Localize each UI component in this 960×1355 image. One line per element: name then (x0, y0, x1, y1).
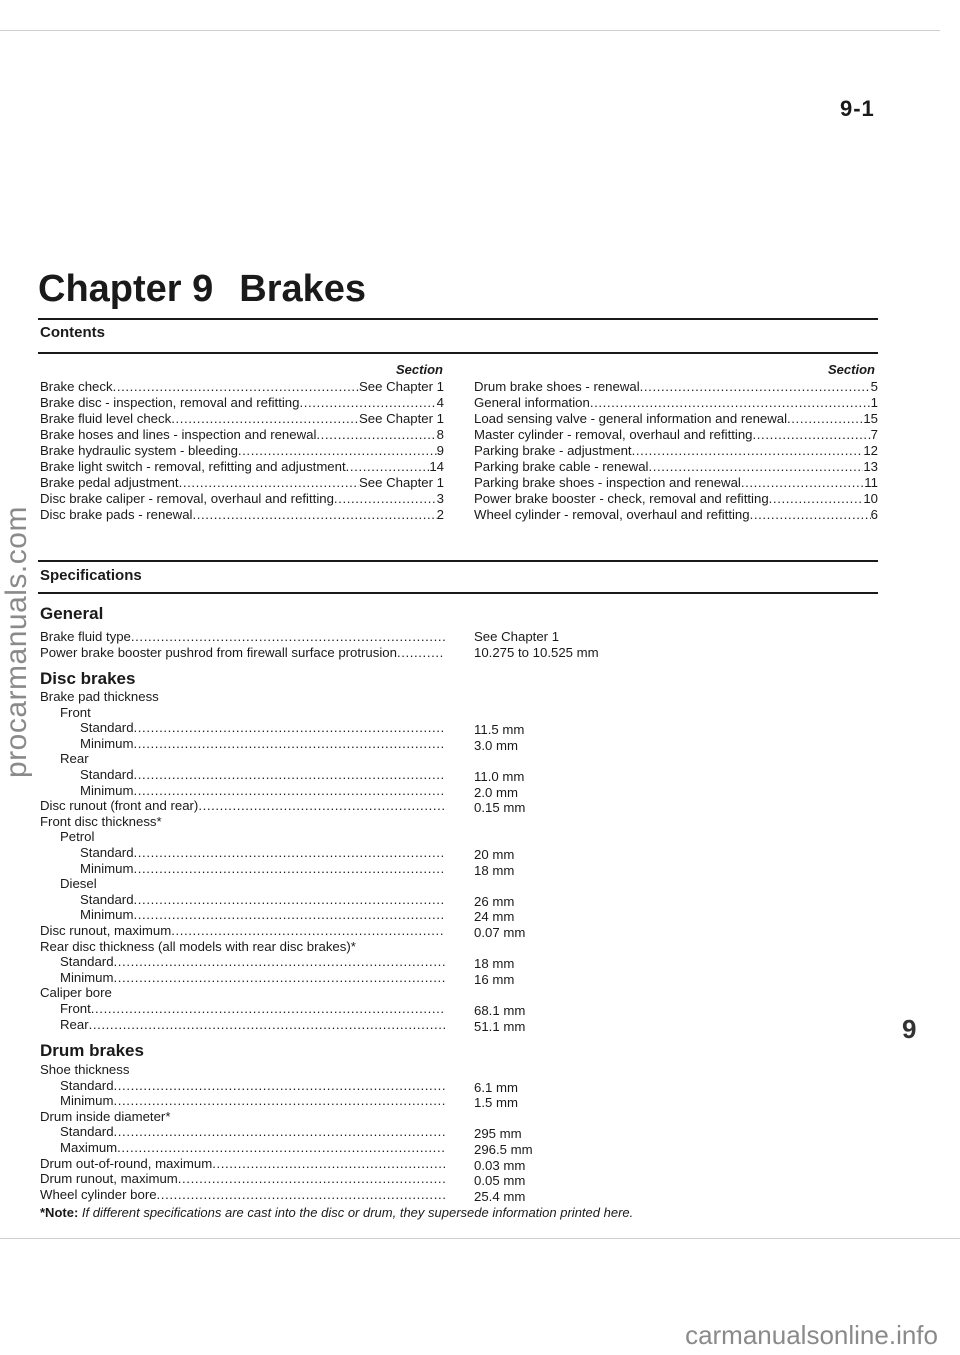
spec-row (40, 1062, 129, 1078)
watermark-left-text: procarmanuals.com (0, 506, 33, 778)
contents-entry-label: Brake hydraulic system - bleeding (40, 443, 238, 458)
watermark-left (0, 506, 33, 780)
spec-value: 11.5 mm (474, 722, 525, 737)
spec-row (80, 845, 445, 861)
spec-value: 3.0 mm (474, 738, 518, 753)
spec-label: Disc runout, maximum (40, 923, 172, 938)
contents-entry (40, 507, 444, 523)
spec-row (80, 783, 445, 799)
dot-leader (131, 629, 445, 645)
spec-value: 2.0 mm (474, 785, 518, 800)
spec-label: Standard (60, 954, 114, 969)
contents-entry (474, 491, 878, 507)
contents-right-column (474, 379, 878, 523)
dot-leader (346, 459, 430, 475)
contents-entry-section: 2 (436, 507, 444, 522)
dot-leader (134, 767, 445, 783)
watermark-bottom: carmanualsonline.info (685, 1320, 938, 1350)
dot-leader (397, 645, 445, 661)
spec-label: Brake fluid type (40, 629, 131, 644)
spec-row (80, 736, 445, 752)
dot-leader (114, 1078, 445, 1094)
section-header-right: Section (828, 362, 875, 377)
spec-label: Brake pad thickness (40, 689, 159, 704)
spec-value: 26 mm (474, 894, 515, 909)
spec-row (40, 814, 162, 830)
contents-entry (474, 427, 878, 443)
contents-entry-label: Brake light switch - removal, refitting and adjustment (40, 459, 346, 474)
chapter-title (38, 268, 366, 311)
spec-label: Disc runout (front and rear) (40, 798, 199, 813)
drum-brakes-heading: Drum brakes (40, 1041, 144, 1060)
contents-entry-section: 12 (863, 443, 878, 458)
spec-value: 24 mm (474, 909, 515, 924)
dot-leader (133, 907, 445, 923)
spec-row (60, 829, 94, 845)
contents-entry (40, 395, 444, 411)
dot-leader (238, 443, 437, 459)
contents-entry-section: See Chapter 1 (358, 475, 444, 490)
dot-leader (134, 845, 445, 861)
spec-row (60, 1140, 445, 1156)
spec-value: 51.1 mm (474, 1019, 526, 1034)
spec-label: Standard (60, 1078, 114, 1093)
contents-entry-section: 11 (864, 475, 878, 490)
contents-entry-label: Brake disc - inspection, removal and refitting (40, 395, 300, 410)
chapter-tab-number: 9 (902, 1014, 917, 1044)
dot-leader (753, 427, 871, 443)
contents-entry (40, 411, 444, 427)
spec-row (60, 1001, 445, 1017)
contents-entry-label: Brake pedal adjustment (40, 475, 179, 490)
spec-row (60, 1078, 445, 1094)
spec-label: Standard (80, 720, 134, 735)
specifications-title: Specifications (40, 567, 142, 584)
contents-entry-section: See Chapter 1 (358, 411, 444, 426)
spec-label: Minimum (80, 861, 134, 876)
dot-leader (89, 1017, 445, 1033)
dot-leader (157, 1187, 445, 1203)
spec-value: 295 mm (474, 1126, 522, 1141)
contents-entry-label: Parking brake - adjustment (474, 443, 632, 458)
dot-leader (198, 798, 445, 814)
spec-value: 6.1 mm (474, 1080, 518, 1095)
spec-label: Minimum (80, 907, 134, 922)
scan-edge-top (0, 30, 940, 31)
spec-label: Drum out-of-round, maximum (40, 1156, 213, 1171)
spec-value: 25.4 mm (474, 1189, 526, 1204)
contents-entry (474, 379, 878, 395)
dot-leader (178, 1171, 445, 1187)
chapter-name: Brakes (239, 268, 367, 310)
contents-entry (40, 459, 444, 475)
dot-leader (769, 491, 864, 507)
dot-leader (171, 923, 445, 939)
spec-value: 68.1 mm (474, 1003, 526, 1018)
spec-label: Minimum (80, 783, 134, 798)
dot-leader (91, 1001, 445, 1017)
spec-label: Minimum (80, 736, 134, 751)
contents-entry (40, 475, 444, 491)
contents-entry-section: 5 (870, 379, 878, 394)
contents-entry-section: 8 (436, 427, 444, 442)
contents-entry (474, 443, 878, 459)
dot-leader (192, 507, 436, 523)
dot-leader (750, 507, 871, 523)
spec-value: 0.15 mm (474, 800, 526, 815)
contents-entry-section: 6 (870, 507, 878, 522)
spec-value: 0.05 mm (474, 1173, 526, 1188)
contents-entry-section: 7 (870, 427, 878, 442)
dot-leader (179, 475, 359, 491)
contents-entry-label: Parking brake cable - renewal (474, 459, 649, 474)
contents-entry-section: 15 (863, 411, 878, 426)
spec-row (60, 954, 445, 970)
spec-value: 0.07 mm (474, 925, 526, 940)
dot-leader (113, 1093, 445, 1109)
dot-leader (640, 379, 871, 395)
spec-label: Rear (60, 751, 89, 766)
contents-entry (474, 411, 878, 427)
disc-brakes-heading: Disc brakes (40, 669, 136, 688)
general-heading: General (40, 604, 104, 623)
spec-label: Minimum (60, 1093, 114, 1108)
spec-row (40, 629, 445, 645)
contents-entry-section: 1 (870, 395, 878, 410)
dot-leader (133, 783, 445, 799)
contents-entry (474, 475, 878, 491)
spec-label: Rear (60, 1017, 89, 1032)
spec-row (40, 1156, 445, 1172)
spec-row (60, 1093, 445, 1109)
contents-entry-label: Power brake booster - check, removal and refitting (474, 491, 769, 506)
contents-entry (474, 507, 878, 523)
spec-row (80, 861, 445, 877)
spec-value: 0.03 mm (474, 1158, 526, 1173)
spec-row (80, 767, 445, 783)
dot-leader (590, 395, 871, 411)
spec-row (40, 1109, 170, 1125)
spec-row (60, 1124, 445, 1140)
spec-row (60, 1017, 445, 1033)
contents-entry-section: 9 (436, 443, 444, 458)
spec-row (60, 751, 89, 767)
spec-row (80, 720, 445, 736)
spec-label: Petrol (60, 829, 95, 844)
contents-entry (474, 459, 878, 475)
spec-label: Drum inside diameter* (40, 1109, 171, 1124)
dot-leader (212, 1156, 445, 1172)
contents-entry (40, 443, 444, 459)
contents-entry (40, 379, 444, 395)
chapter-tab-badge (892, 1012, 938, 1048)
contents-entry-label: Drum brake shoes - renewal (474, 379, 640, 394)
spec-label: Shoe thickness (40, 1062, 130, 1077)
dot-leader (133, 861, 445, 877)
contents-rule (38, 352, 878, 354)
spec-value: 11.0 mm (474, 769, 525, 784)
dot-leader (114, 1124, 445, 1140)
spec-label: Maximum (60, 1140, 118, 1155)
spec-row (40, 689, 159, 705)
spec-value: 10.275 to 10.525 mm (474, 645, 599, 660)
spec-label: Standard (80, 892, 134, 907)
title-rule (38, 318, 878, 320)
spec-row (60, 705, 91, 721)
spec-label: Front (60, 1001, 91, 1016)
dot-leader (114, 954, 445, 970)
contents-entry-label: Master cylinder - removal, overhaul and refitting (474, 427, 753, 442)
spec-value: 18 mm (474, 956, 515, 971)
section-header-left: Section (396, 362, 443, 377)
spec-row (40, 985, 112, 1001)
spec-value: 1.5 mm (474, 1095, 518, 1110)
contents-entry-label: General information (474, 395, 590, 410)
spec-label: Diesel (60, 876, 97, 891)
spec-value: 20 mm (474, 847, 515, 862)
contents-entry-label: Disc brake pads - renewal (40, 507, 193, 522)
contents-entry-section: 13 (863, 459, 878, 474)
contents-entry-section: See Chapter 1 (358, 379, 444, 394)
dot-leader (113, 379, 359, 395)
contents-entry-section: 10 (863, 491, 878, 506)
contents-entry-label: Disc brake caliper - removal, overhaul and refitting (40, 491, 334, 506)
dot-leader (171, 411, 359, 427)
spec-row (60, 876, 97, 892)
dot-leader (134, 892, 445, 908)
contents-entry-section: 3 (436, 491, 444, 506)
contents-entry (40, 491, 444, 507)
spec-value: 18 mm (474, 863, 515, 878)
spec-label: Minimum (60, 970, 114, 985)
spec-row (40, 923, 445, 939)
dot-leader (787, 411, 863, 427)
contents-left-column (40, 379, 444, 523)
page-number: 9-1 (840, 96, 875, 121)
spec-row (60, 970, 445, 986)
specifications-rule-top (38, 560, 878, 562)
contents-entry (474, 395, 878, 411)
spec-row (80, 907, 445, 923)
spec-value: See Chapter 1 (474, 629, 560, 644)
dot-leader (334, 491, 437, 507)
spec-label: Standard (60, 1124, 114, 1139)
spec-label: Drum runout, maximum (40, 1171, 178, 1186)
dot-leader (299, 395, 436, 411)
contents-entry (40, 427, 444, 443)
spec-label: Standard (80, 767, 134, 782)
contents-entry-label: Wheel cylinder - removal, overhaul and refitting (474, 507, 750, 522)
dot-leader (741, 475, 864, 491)
spec-row (40, 1171, 445, 1187)
dot-leader (648, 459, 863, 475)
contents-entry-label: Brake check (40, 379, 113, 394)
contents-entry-label: Parking brake shoes - inspection and renewal (474, 475, 741, 490)
spec-label: Standard (80, 845, 134, 860)
note-label: *Note: (40, 1205, 79, 1220)
spec-label: Front (60, 705, 91, 720)
dot-leader (133, 736, 445, 752)
spec-label: Rear disc thickness (all models with rear disc brakes)* (40, 939, 356, 954)
specifications-rule-bottom (38, 592, 878, 594)
dot-leader (113, 970, 445, 986)
spec-row (80, 892, 445, 908)
contents-entry-section: 4 (436, 395, 444, 410)
spec-note (40, 1205, 633, 1220)
note-text: If different specifications are cast into the disc or drum, they supersede information printed here. (81, 1205, 634, 1220)
spec-label: Power brake booster pushrod from firewall surface protrusion (40, 645, 397, 660)
spec-value: 16 mm (474, 972, 515, 987)
dot-leader (632, 443, 864, 459)
spec-label: Caliper bore (40, 985, 112, 1000)
spec-label: Front disc thickness* (40, 814, 162, 829)
dot-leader (134, 720, 445, 736)
spec-row (40, 939, 356, 955)
spec-value: 296.5 mm (474, 1142, 533, 1157)
spec-row (40, 1187, 445, 1203)
contents-entry-label: Load sensing valve - general information and renewal (474, 411, 788, 426)
spec-row (40, 645, 445, 661)
dot-leader (117, 1140, 445, 1156)
scan-edge-bottom (0, 1238, 960, 1239)
spec-label: Wheel cylinder bore (40, 1187, 157, 1202)
contents-entry-label: Brake fluid level check (40, 411, 172, 426)
chapter-number-label: Chapter 9 (38, 268, 214, 310)
contents-entry-section: 14 (429, 459, 444, 474)
contents-entry-label: Brake hoses and lines - inspection and renewal (40, 427, 317, 442)
spec-row (40, 798, 445, 814)
contents-label: Contents (40, 324, 105, 341)
dot-leader (316, 427, 436, 443)
